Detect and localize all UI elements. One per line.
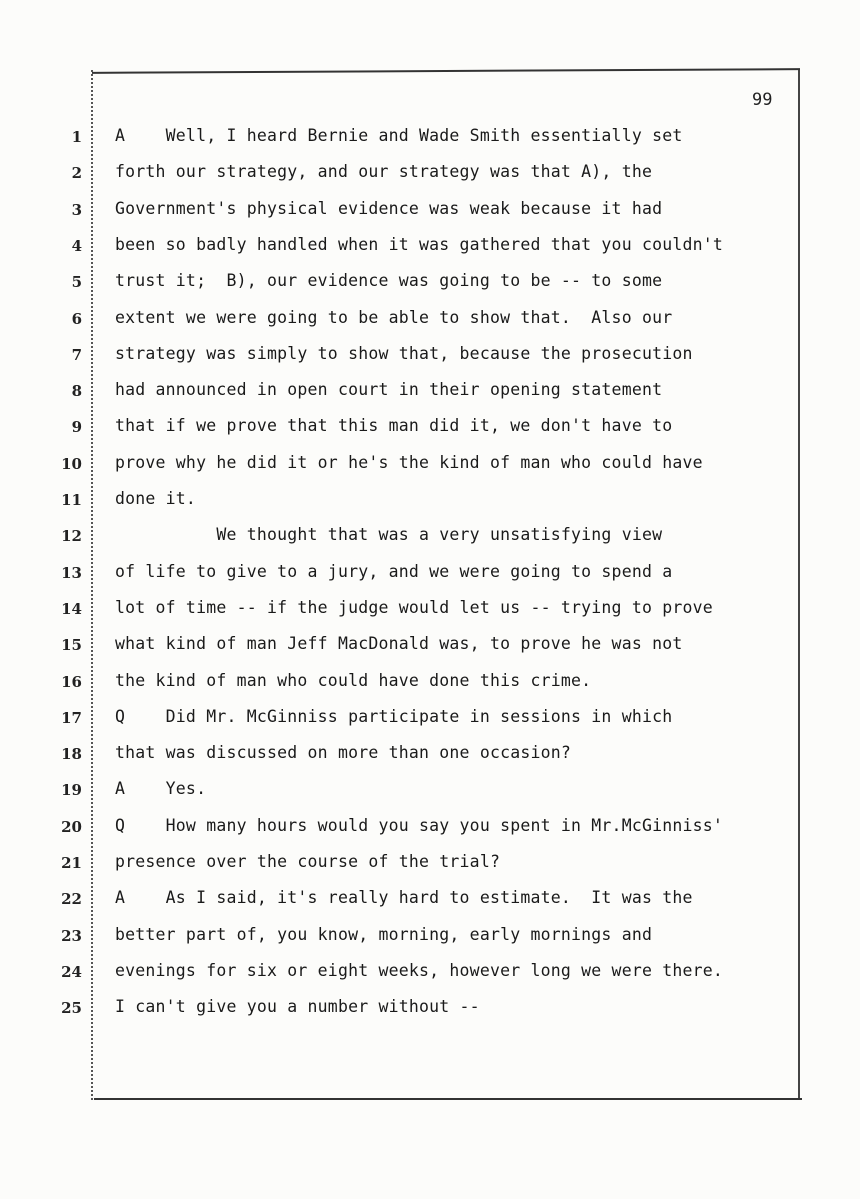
transcript-line: forth our strategy, and our strategy was that A), the [115,162,653,182]
line-number: 3 [71,200,82,219]
line-number: 6 [71,309,82,328]
page-border-top [92,68,800,74]
line-number: 17 [61,708,82,727]
line-number: 7 [71,345,82,364]
transcript-line: what kind of man Jeff MacDonald was, to prove he was not [115,634,683,654]
transcript-line: had announced in open court in their opening statement [115,380,663,400]
line-number: 20 [61,817,82,836]
transcript-line: presence over the course of the trial? [115,852,501,871]
transcript-line: that if we prove that this man did it, we don't have to [115,416,673,436]
transcript-line: A Yes. [115,779,207,799]
transcript-line: A Well, I heard Bernie and Wade Smith essentially set [115,126,683,145]
line-number: 23 [61,926,82,945]
transcript-line: been so badly handled when it was gathered that you couldn't [115,234,724,254]
page-border-right [798,70,800,1100]
transcript-line: the kind of man who could have done this crime. [115,670,592,690]
transcript-line: trust it; B), our evidence was going to be -- to some [115,271,663,291]
transcript-line: prove why he did it or he's the kind of man who could have [115,452,703,472]
line-number: 8 [71,382,82,401]
page-border-left [91,70,93,1100]
line-number: 15 [61,636,82,655]
line-number: 22 [61,890,82,909]
page-number: 99 [752,90,773,110]
transcript-line: Q How many hours would you say you spent in Mr.McGinniss' [115,815,724,835]
line-number: 25 [61,999,82,1018]
transcript-line: extent we were going to be able to show that. Also our [115,307,673,327]
line-number: 18 [61,745,82,764]
transcript-line: done it. [115,489,197,508]
transcript-line: A As I said, it's really hard to estimate. It was the [115,888,693,908]
transcript-line: We thought that was a very unsatisfying view [115,525,663,545]
transcript-line: evenings for six or eight weeks, however long we were there. [115,960,724,980]
transcript-line: Q Did Mr. McGinniss participate in sessions in which [115,706,673,726]
line-number: 11 [61,491,82,509]
transcript-line: better part of, you know, morning, early mornings and [115,924,653,944]
page-border-bottom [94,1098,802,1100]
transcript-line: strategy was simply to show that, because the prosecution [115,343,693,363]
line-number: 12 [61,527,82,546]
transcript-line: I can't give you a number without -- [115,997,480,1017]
transcript-line: that was discussed on more than one occasion? [115,743,572,763]
line-number: 10 [61,454,82,473]
line-number: 19 [61,781,82,800]
line-number: 16 [61,672,82,691]
line-number: 5 [71,273,82,292]
transcript-line: lot of time -- if the judge would let us -- trying to prove [115,597,713,617]
line-number: 9 [71,418,82,437]
transcript-line: Government's physical evidence was weak because it had [115,198,663,218]
line-number: 14 [61,599,82,618]
line-number: 13 [61,563,82,582]
line-number: 24 [61,962,82,981]
line-number: 21 [61,854,82,872]
line-number: 4 [71,236,82,255]
line-number: 1 [71,128,82,146]
transcript-line: of life to give to a jury, and we were going to spend a [115,561,673,581]
line-number: 2 [71,164,82,183]
